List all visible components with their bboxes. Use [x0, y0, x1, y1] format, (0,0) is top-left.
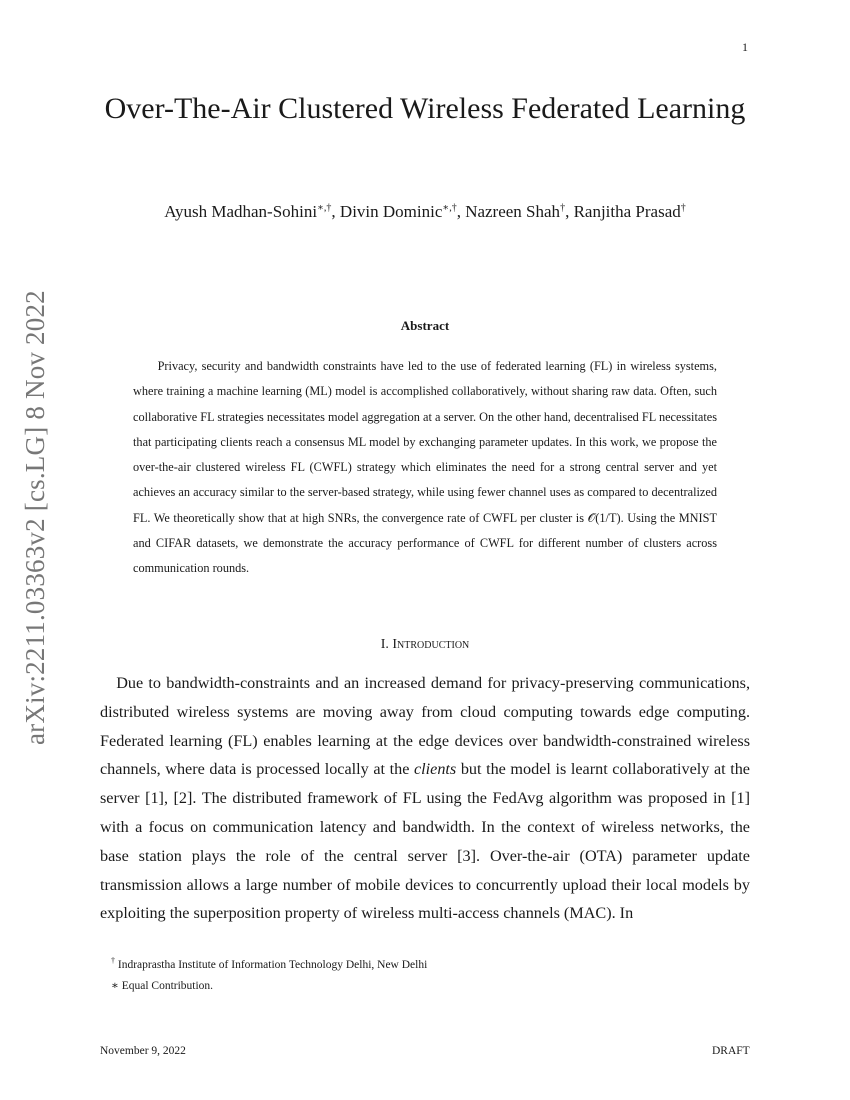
- footnotes: [111, 950, 427, 998]
- footnote-text: Indraprastha Institute of Information Technology Delhi, New Delhi: [115, 958, 428, 971]
- author-name: Ayush Madhan-Sohini: [164, 202, 318, 221]
- abstract-text-part: Privacy, security and bandwidth constraints have led to the use of federated learning (FL) in wireless systems, where training a machine learning (ML) model is accomplished collaboratively, without sharing raw data. Often, such collaborative FL strategies necessitates model aggregation at a server. On the other hand, decentralised FL necessitates that participating clients reach a consensus ML model by exchanging parameter updates. In this work, we propose the over-the-air clustered wireless FL (CWFL) strategy which eliminates the need for a strong central server and yet achieves an accuracy similar to the server-based strategy, while using fewer channel uses as compared to decentralized FL. We theoretically show that at high SNRs, the convergence rate of CWFL per cluster is: [133, 359, 717, 525]
- arxiv-identifier: arXiv:2211.03363v2 [cs.LG] 8 Nov 2022: [20, 290, 50, 745]
- intro-paragraph: [100, 669, 750, 928]
- paper-title: Over-The-Air Clustered Wireless Federated Learning: [104, 92, 746, 125]
- section-title: Introduction: [392, 637, 470, 652]
- footer-status: DRAFT: [712, 1045, 750, 1057]
- author-name: Ranjitha Prasad: [573, 202, 681, 221]
- footnote-equal-contribution: [111, 976, 427, 998]
- abstract-math: 𝒪(1/T): [587, 510, 621, 525]
- author-name: Divin Dominic: [339, 202, 443, 221]
- author-separator: ,: [456, 202, 466, 221]
- intro-text-part: but the model is learnt collaboratively at the server [1], [2]. The distributed framework of FL using the FedAvg algorithm was proposed in [1] with a focus on communication latency and bandwidth. In the context of wireless networks, the base station plays the role of the central server [3]. Over-the-air (OTA) parameter update transmission allows a large number of mobile devices to concurrently upload their local models by exploiting the superposition property of wireless multi-access channels (MAC). In: [100, 760, 750, 923]
- author-affiliation-mark: ∗,†: [317, 202, 332, 214]
- footnote-text: Equal Contribution.: [118, 980, 214, 993]
- footnote-mark: ∗: [111, 980, 119, 993]
- footer-date: November 9, 2022: [100, 1045, 186, 1057]
- footnote-affiliation: [111, 950, 427, 976]
- author-affiliation-mark: †: [560, 202, 566, 214]
- author-affiliation-mark: †: [680, 202, 686, 214]
- author-list: [100, 202, 750, 222]
- page-number: 1: [742, 40, 748, 54]
- section-heading: [100, 637, 750, 653]
- abstract-heading: Abstract: [400, 318, 450, 333]
- footnote-mark: †: [111, 956, 115, 965]
- abstract-text: [133, 354, 717, 582]
- author-affiliation-mark: ∗,†: [442, 202, 457, 214]
- intro-emphasis: clients: [413, 760, 457, 779]
- abstract-text-part: . Using the MNIST and CIFAR datasets, we demonstrate the accuracy performance of CWFL for different number of clusters across communication rounds.: [133, 510, 717, 576]
- section-number: I.: [380, 637, 393, 652]
- intro-text-part: Due to bandwidth-constraints and an increased demand for privacy-preserving communications, distributed wireless systems are moving away from cloud computing towards edge computing. Federated learning (FL) enables learning at the edge devices over bandwidth-constrained wireless channels, where data is processed locally at the: [100, 674, 750, 779]
- author-separator: ,: [565, 202, 574, 221]
- author-name: Nazreen Shah: [465, 202, 561, 221]
- author-separator: ,: [331, 202, 340, 221]
